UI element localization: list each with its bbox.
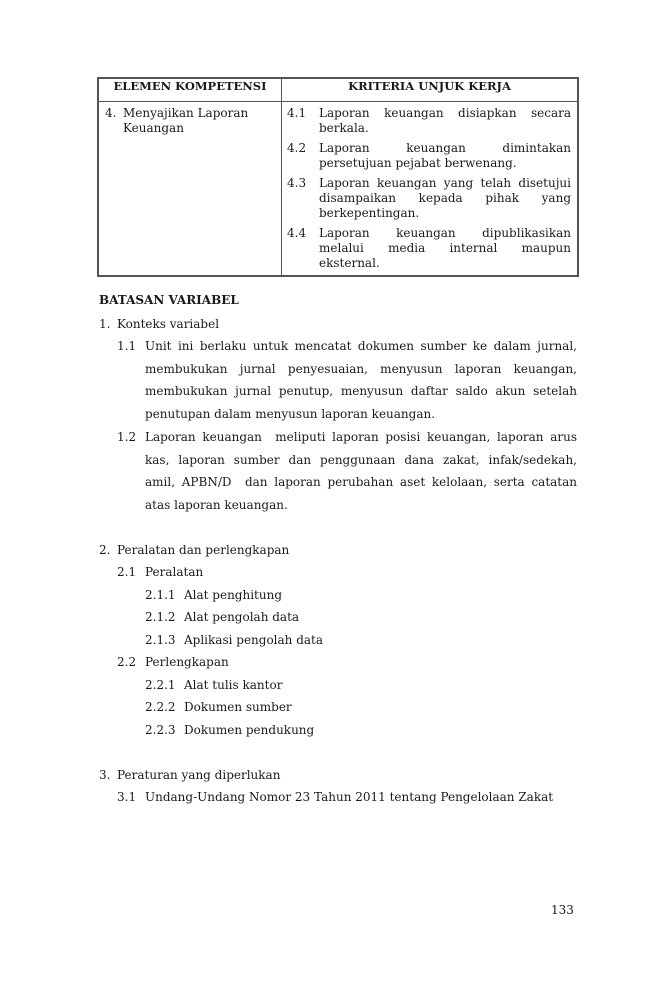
paragraph-line: membukukan jurnal penyesuaian, menyusun laporan keuangan,: [145, 361, 577, 376]
paragraph-1-2: [145, 426, 577, 517]
criterion-number: 4.2: [287, 141, 307, 155]
p1-2-number: 1.2: [117, 430, 137, 444]
element-number: 4.: [105, 106, 117, 120]
element-line: Menyajikan Laporan: [123, 106, 249, 120]
competency-table: [97, 77, 579, 277]
header-elemen: ELEMEN KOMPETENSI: [98, 78, 282, 102]
item-number: 2.1.3: [145, 633, 176, 647]
item-number: 2.2.2: [145, 700, 176, 714]
item-label: Alat tulis kantor: [184, 678, 283, 692]
item-label: Alat penghitung: [184, 588, 283, 602]
item-label: Dokumen sumber: [184, 700, 292, 714]
element-line: Keuangan: [123, 121, 184, 135]
criterion-number: 4.1: [287, 106, 307, 120]
criterion-line: eksternal.: [319, 256, 380, 270]
criterion-4-2: [287, 141, 571, 171]
item-label: Dokumen pendukung: [184, 723, 315, 737]
paragraph-line: amil, APBN/D dan laporan perubahan aset kelolaan, serta catatan: [145, 475, 577, 490]
paragraph-line: membukukan jurnal penutup, menyusun daftar saldo akun setelah: [145, 384, 577, 399]
header-kriteria: KRITERIA UNJUK KERJA: [282, 78, 579, 102]
s2-2-title: Perlengkapan: [145, 655, 229, 669]
item-label: Aplikasi pengolah data: [184, 633, 324, 647]
item-number: 2.1.1: [145, 588, 176, 602]
criterion-4-3: [287, 176, 571, 221]
s3-1-number: 3.1: [117, 790, 137, 804]
paragraph-line: kas, laporan sumber dan penggunaan dana zakat, infak/sedekah,: [145, 452, 577, 467]
criterion-4-4: [287, 226, 571, 271]
criterion-line: berkepentingan.: [319, 206, 420, 220]
criterion-line: Laporan keuangan disiapkan secara: [319, 106, 571, 120]
criterion-line: Laporan keuangan dimintakan: [319, 141, 571, 155]
criterion-number: 4.3: [287, 176, 307, 190]
s3-title: Peraturan yang diperlukan: [117, 768, 281, 782]
s3-1-text: Undang-Undang Nomor 23 Tahun 2011 tentang Pengelolaan Zakat: [145, 790, 554, 804]
s2-title: Peralatan dan perlengkapan: [117, 543, 290, 557]
paragraph-line: Unit ini berlaku untuk mencatat dokumen sumber ke dalam jurnal,: [145, 339, 577, 353]
criterion-line: Laporan keuangan yang telah disetujui: [319, 176, 571, 190]
s2-number: 2.: [99, 543, 111, 557]
s1-number: 1.: [99, 317, 111, 331]
paragraph-1-1: [145, 335, 577, 426]
paragraph-line: Laporan keuangan meliputi laporan posisi keuangan, laporan arus: [145, 430, 577, 444]
item-number: 2.2.1: [145, 678, 176, 692]
criteria-cell: [282, 102, 579, 277]
paragraph-line: penutupan dalam menyusun laporan keuangan.: [145, 407, 436, 422]
p1-1-number: 1.1: [117, 339, 137, 353]
criterion-line: disampaikan kepada pihak yang: [319, 191, 571, 205]
criterion-line: Laporan keuangan dipublikasikan: [319, 226, 571, 240]
paragraph-line: atas laporan keuangan.: [145, 498, 288, 513]
criterion-number: 4.4: [287, 226, 307, 240]
item-number: 2.2.3: [145, 723, 176, 737]
s2-1-title: Peralatan: [145, 565, 204, 579]
item-number: 2.1.2: [145, 610, 176, 624]
s2-2-number: 2.2: [117, 655, 137, 669]
s2-1-number: 2.1: [117, 565, 137, 579]
page-number: 133: [551, 903, 574, 917]
criterion-4-1: [287, 106, 571, 136]
section-title: BATASAN VARIABEL: [99, 293, 239, 307]
criterion-line: berkala.: [319, 121, 369, 135]
criterion-line: persetujuan pejabat berwenang.: [319, 156, 517, 170]
s1-title: Konteks variabel: [117, 317, 220, 331]
item-label: Alat pengolah data: [184, 610, 300, 624]
criterion-line: melalui media internal maupun: [319, 241, 571, 255]
s3-number: 3.: [99, 768, 111, 782]
element-cell: [98, 102, 282, 277]
